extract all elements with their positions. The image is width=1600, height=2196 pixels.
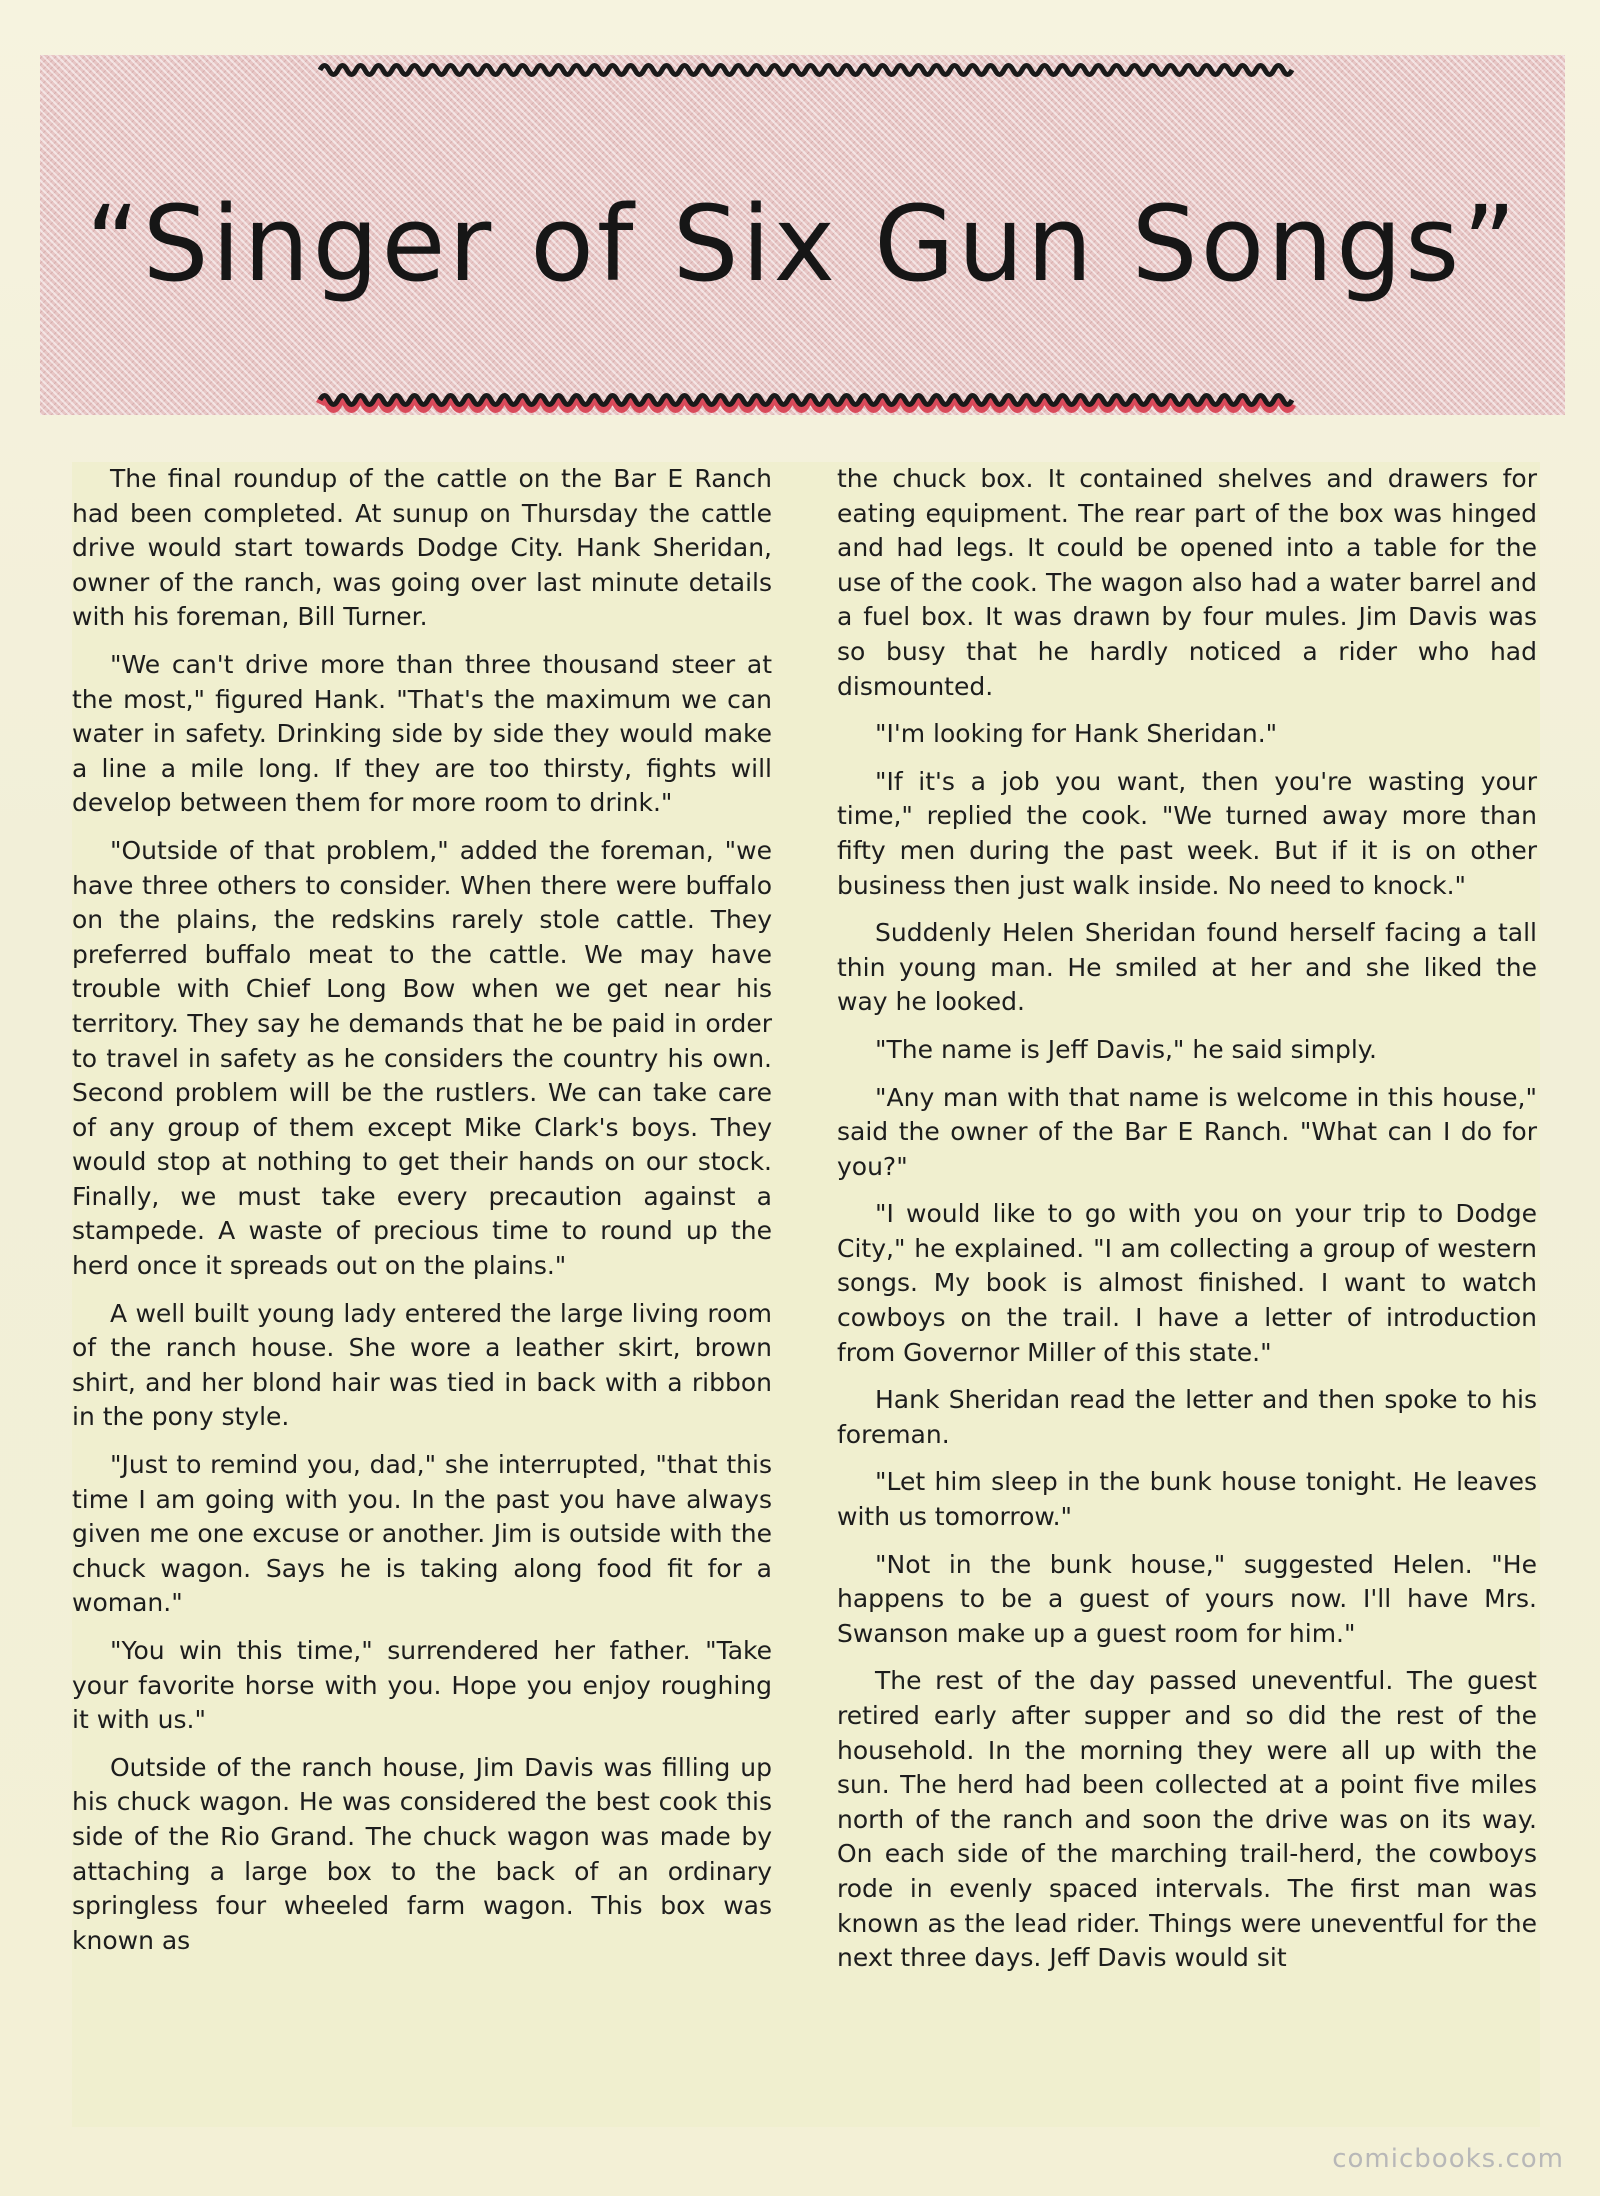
left-column xyxy=(72,462,772,1971)
paragraph: "Outside of that problem," added the foreman, "we have three others to consider. When there were buffalo on the plains, the redskins rarely stole cattle. They preferred buffalo meat to the cattle. We may have trouble with Chief Long Bow when we get near his territory. They say he demands that he be paid in order to travel in safety as he considers the country his own. Second problem will be the rustlers. We can take care of any group of them except Mike Clark's boys. They would stop at nothing to get their hands on our stock. Finally, we must take every precaution against a stampede. A waste of precious time to round up the herd once it spreads out on the plains." xyxy=(72,835,772,1281)
paragraph: The final roundup of the cattle on the Bar E Ranch had been completed. At sunup on Thursday the cattle drive would start towards Dodge City. Hank Sheridan, owner of the ranch, was going over last minute details with his foreman, Bill Turner. xyxy=(72,464,772,632)
paragraph: "I'm looking for Hank Sheridan." xyxy=(875,719,1278,749)
story-text xyxy=(72,462,1540,2127)
paragraph: Suddenly Helen Sheridan found herself facing a tall thin young man. He smiled at her and she liked the way he looked. xyxy=(837,918,1537,1017)
paragraph: "Just to remind you, dad," she interrupted, "that this time I am going with you. In the past you have always given me one excuse or another. Jim is outside with the chuck wagon. Says he is taking along food fit for a woman." xyxy=(72,1450,772,1618)
paragraph: Outside of the ranch house, Jim Davis was filling up his chuck wagon. He was considered the best cook this side of the Rio Grand. The chuck wagon was made by attaching a large box to the back of an ordinary springless four wheeled farm wagon. This box was known as xyxy=(72,1752,772,1955)
bottom-wavy-rule xyxy=(40,387,1565,417)
paragraph: "We can't drive more than three thousand steer at the most," figured Hank. "That's the maximum we can water in safety. Drinking side by side they would make a line a mile long. If they are too thirsty, fights will develop between them for more room to drink." xyxy=(72,649,772,818)
watermark: comicbooks.com xyxy=(1332,2144,1564,2174)
paragraph: "If it's a job you want, then you're wasting your time," replied the cook. "We turned away more than fifty men during the past week. But if it is on other business then just walk inside. No need to knock." xyxy=(837,766,1537,900)
top-wavy-rule xyxy=(40,55,1565,85)
paragraph: The rest of the day passed uneventful. The guest retired early after supper and so did the rest of the household. In the morning they were all up with the sun. The herd had been collected at a point five miles north of the ranch and soon the drive was on its way. On each side of the marching trail-herd, the cowboys rode in evenly spaced intervals. The first man was known as the lead rider. Things were uneventful for the next three days. Jeff Davis would sit xyxy=(837,1666,1537,1973)
paragraph: "You win this time," surrendered her father. "Take your favorite horse with you. Hope you enjoy roughing it with us." xyxy=(72,1636,772,1735)
title-banner xyxy=(40,55,1565,415)
page-title: “Singer of Six Gun Songs” xyxy=(85,183,1520,305)
paragraph: A well built young lady entered the large living room of the ranch house. She wore a leather skirt, brown shirt, and her blond hair was tied in back with a ribbon in the pony style. xyxy=(72,1298,772,1432)
paragraph: "Not in the bunk house," suggested Helen. "He happens to be a guest of yours now. I'll have Mrs. Swanson make up a guest room for him." xyxy=(837,1549,1537,1648)
paragraph: "Let him sleep in the bunk house tonight. He leaves with us tomorrow." xyxy=(837,1467,1537,1532)
paragraph: "The name is Jeff Davis," he said simply. xyxy=(875,1034,1377,1064)
paragraph: "Any man with that name is welcome in this house," said the owner of the Bar E Ranch. "What can I do for you?" xyxy=(837,1082,1537,1181)
paragraph: Hank Sheridan read the letter and then spoke to his foreman. xyxy=(837,1385,1537,1449)
paragraph: "I would like to go with you on your trip to Dodge City," he explained. "I am collecting a group of western songs. My book is almost finished. I want to watch cowboys on the trail. I have a letter of introduction from Governor Miller of this state." xyxy=(837,1199,1537,1367)
right-column xyxy=(837,462,1537,1989)
paragraph: the chuck box. It contained shelves and drawers for eating equipment. The rear part of the box was hinged and had legs. It could be opened into a table for the use of the cook. The wagon also had a water barrel and a fuel box. It was drawn by four mules. Jim Davis was so busy that he hardly noticed a rider who had dismounted. xyxy=(837,464,1537,701)
